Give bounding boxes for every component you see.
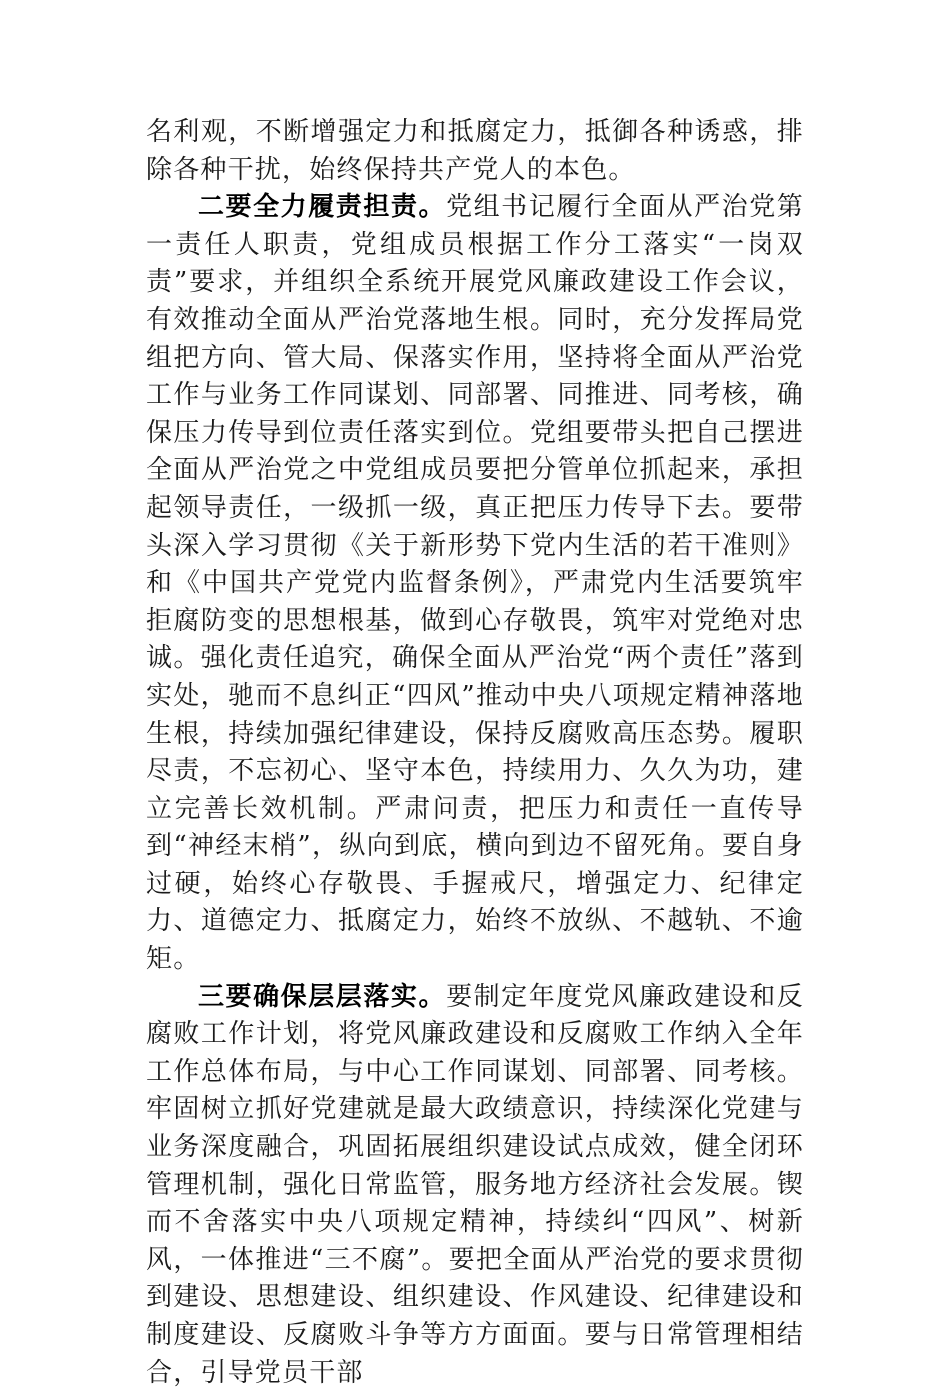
paragraph-text: 名利观，不断增强定力和抵腐定力，抵御各种诱惑，排除各种干扰，始终保持共产党人的本色。	[146, 117, 804, 185]
paragraph-lead: 二要全力履责担责。	[198, 192, 447, 223]
document-page	[146, 114, 804, 1392]
paragraph-text: 要制定年度党风廉政建设和反腐败工作计划，将党风廉政建设和反腐败工作纳入全年工作总体布局，与中心工作同谋划、同部署、同考核。牢固树立抓好党建就是最大政绩意识，持续深化党建与业务深度融合，巩固拓展组织建设试点成效，健全闭环管理机制，强化日常监管，服务地方经济社会发展。锲而不舍落实中央八项规定精神，持续纠“四风”、树新风，一体推进“三不腐”。要把全面从严治党的要求贯彻到建设、思想建设、组织建设、作风建设、纪律建设和制度建设、反腐败斗争等方方面面。要与日常管理相结合，引导党员干部	[146, 981, 804, 1388]
paragraph-lead: 三要确保层层落实。	[198, 981, 447, 1012]
paragraph-responsibility	[146, 189, 804, 978]
paragraph-text: 党组书记履行全面从严治党第一责任人职责，党组成员根据工作分工落实“一岗双责”要求，并组织全系统开展党风廉政建设工作会议，有效推动全面从严治党落地生根。同时，充分发挥局党组把方向、管大局、保落实作用，坚持将全面从严治党工作与业务工作同谋划、同部署、同推进、同考核，确保压力传导到位责任落实到位。党组要带头把自己摆进全面从严治党之中党组成员要把分管单位抓起来，承担起领导责任，一级抓一级，真正把压力传导下去。要带头深入学习贯彻《关于新形势下党内生活的若干准则》和《中国共产党党内监督条例》，严肃党内生活要筑牢拒腐防变的思想根基，做到心存敬畏，筑牢对党绝对忠诚。强化责任追究，确保全面从严治党“两个责任”落到实处，驰而不息纠正“四风”推动中央八项规定精神落地生根，持续加强纪律建设，保持反腐败高压态势。履职尽责，不忘初心、坚守本色，持续用力、久久为功，建立完善长效机制。严肃问责，把压力和责任一直传导到“神经末梢”，纵向到底，横向到边不留死角。要自身过硬，始终心存敬畏、手握戒尺，增强定力、纪律定力、道德定力、抵腐定力，始终不放纵、不越轨、不逾矩。	[146, 192, 804, 975]
paragraph-implementation	[146, 979, 804, 1392]
paragraph-continuation	[146, 114, 804, 189]
